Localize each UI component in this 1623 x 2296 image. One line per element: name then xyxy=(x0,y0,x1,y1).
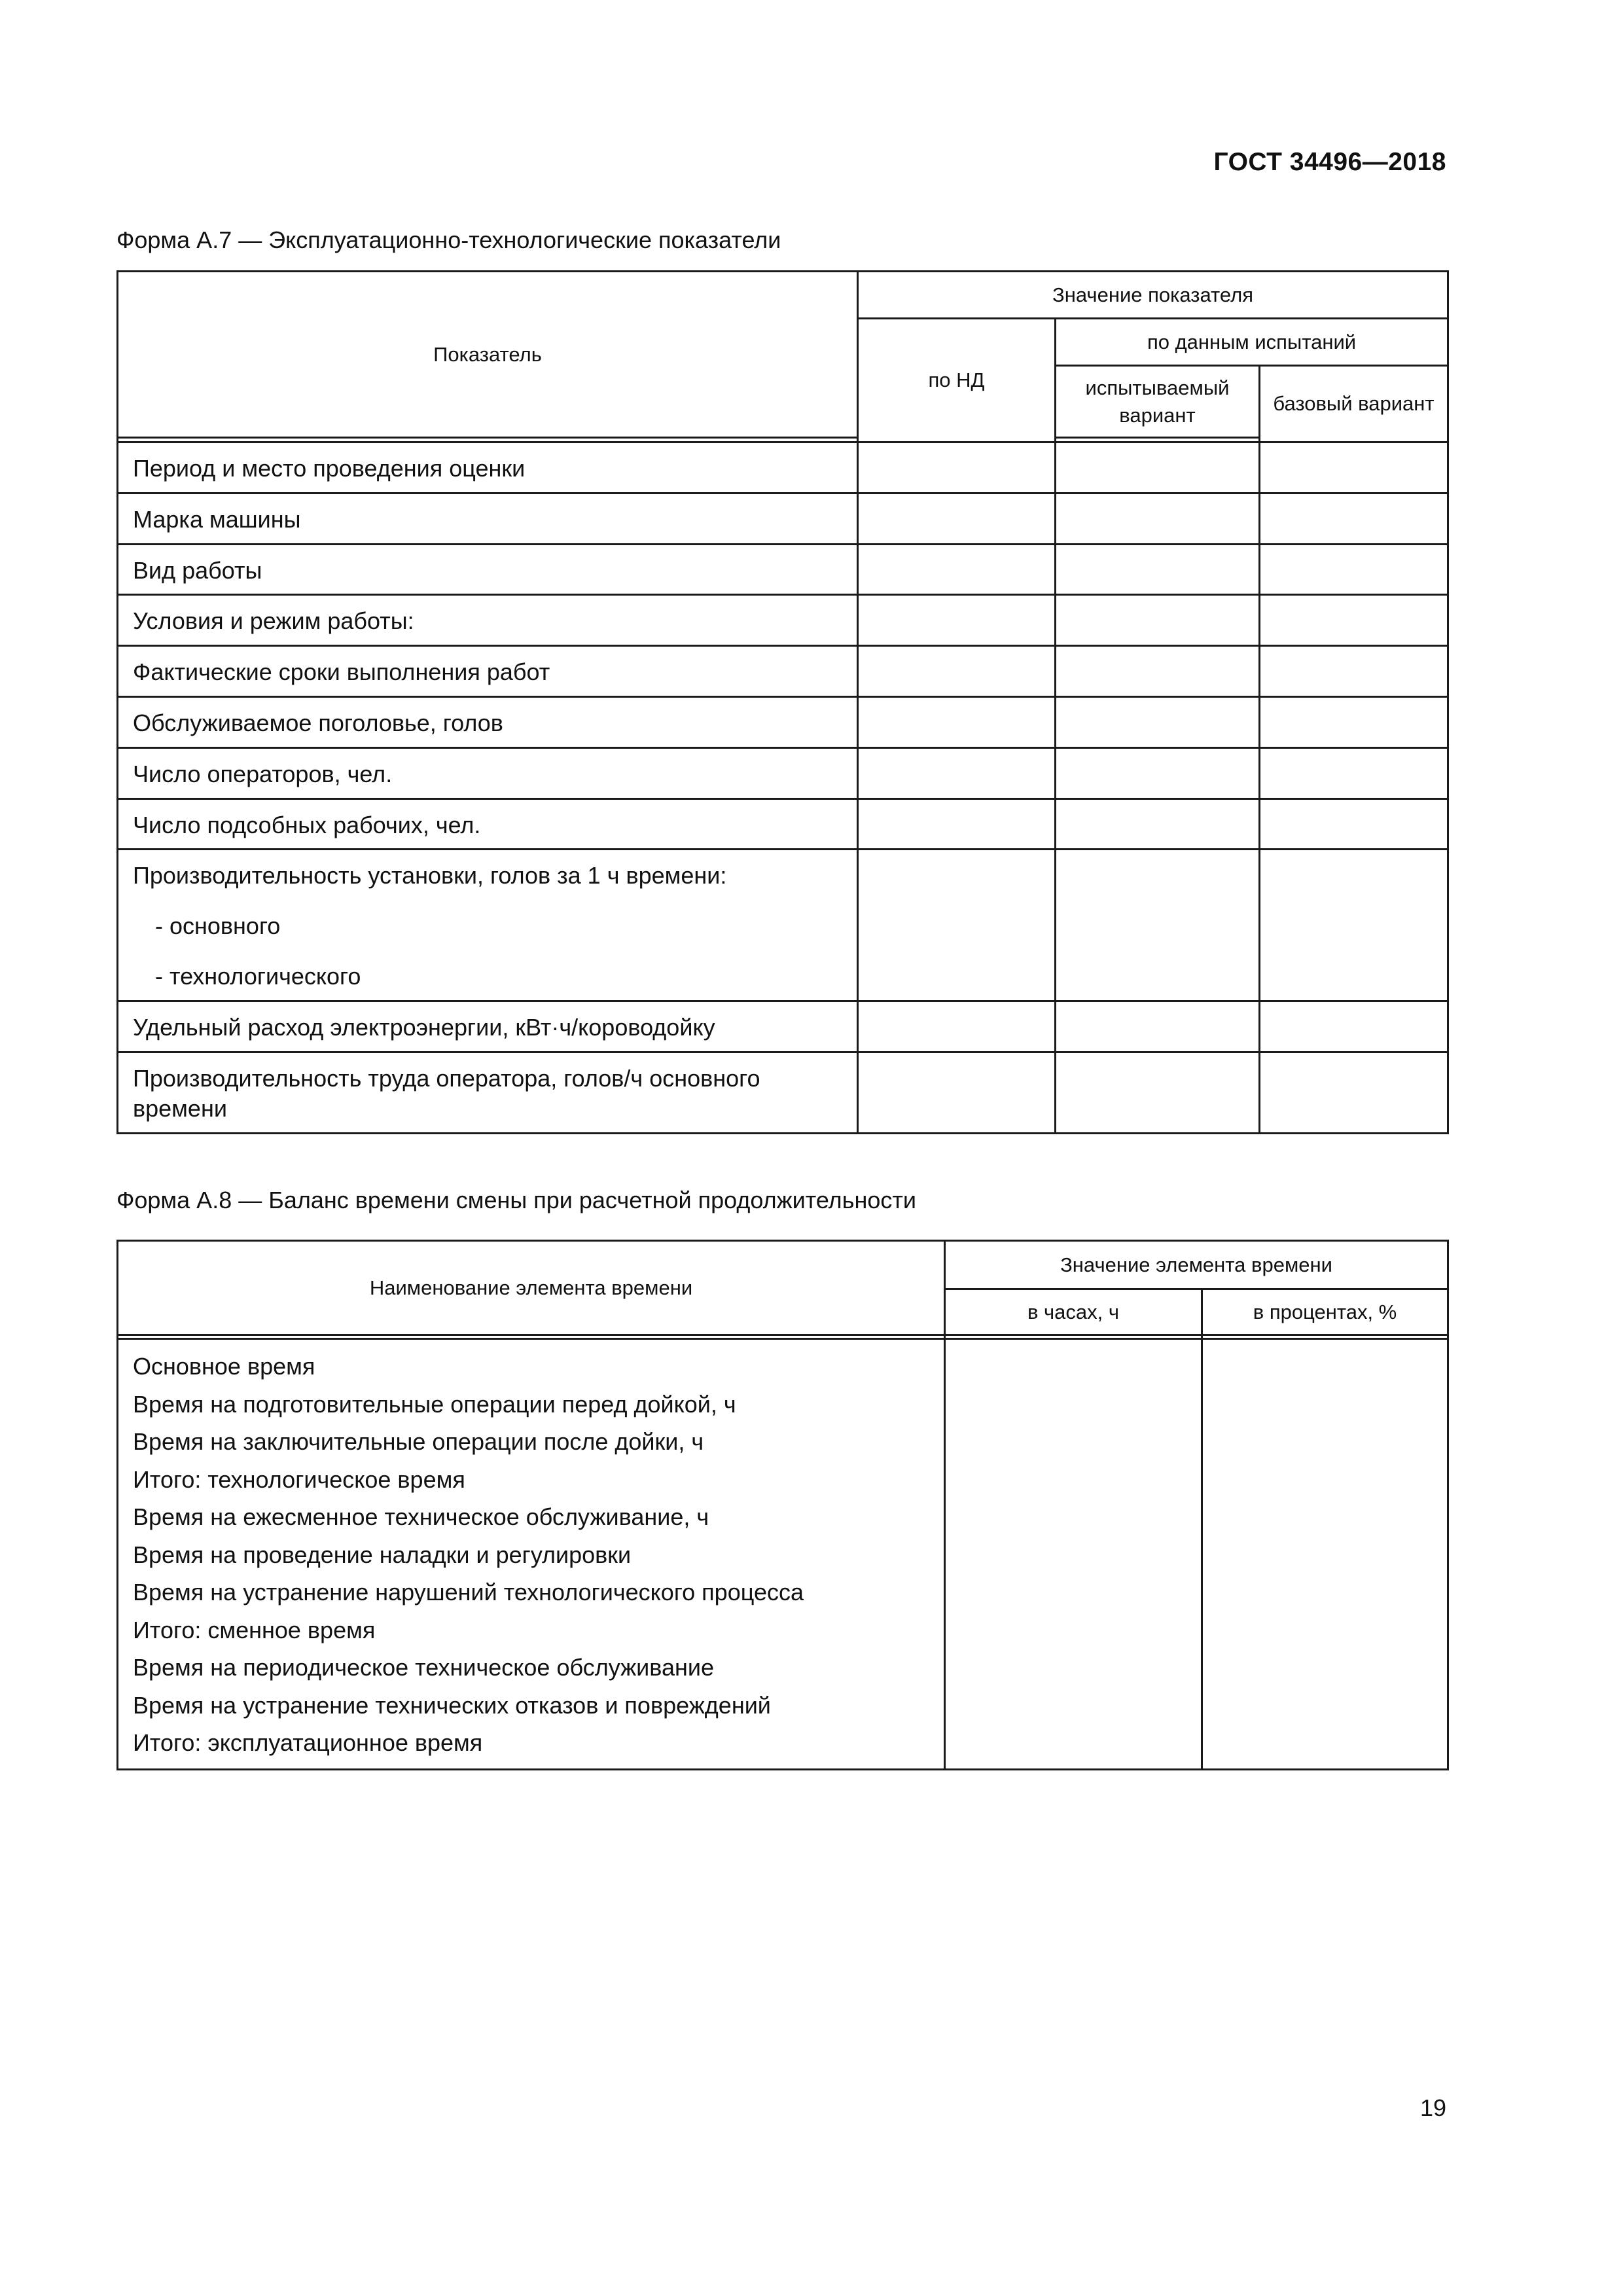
value-cell-nd[interactable] xyxy=(858,442,1056,493)
row-label: Производительность труда оператора, голов/ч основного времени xyxy=(118,1052,858,1134)
value-cell-nd[interactable] xyxy=(858,1052,1056,1134)
value-cell-base[interactable] xyxy=(1260,747,1448,798)
table-row xyxy=(118,1339,1448,1770)
value-cell-tested[interactable] xyxy=(1056,1052,1260,1134)
table-row xyxy=(118,544,1448,595)
page-number: 19 xyxy=(1419,2094,1446,2121)
header-indicator: Показатель xyxy=(118,272,858,438)
table-row xyxy=(118,442,1448,493)
table-row xyxy=(118,850,1448,1001)
list-item: Итого: технологическое время xyxy=(133,1465,465,1493)
value-cell-nd[interactable] xyxy=(858,1001,1056,1052)
value-cell-base[interactable] xyxy=(1260,1001,1448,1052)
list-item: Время на периодическое техническое обслуживание xyxy=(133,1654,715,1681)
table-row xyxy=(118,696,1448,747)
row-label: Число подсобных рабочих, чел. xyxy=(118,798,858,850)
header-percent: в процентах, % xyxy=(1202,1289,1448,1335)
header-hours: в часах, ч xyxy=(945,1289,1202,1335)
value-cell-tested[interactable] xyxy=(1056,1001,1260,1052)
list-item: Время на ежесменное техническое обслуживание, ч xyxy=(133,1503,709,1530)
header-separator xyxy=(1056,438,1260,442)
list-item: Основное время xyxy=(133,1353,315,1380)
value-cell-nd[interactable] xyxy=(858,747,1056,798)
value-cell-tested[interactable] xyxy=(1056,798,1260,850)
row-label: Удельный расход электроэнергии, кВт·ч/короводойку xyxy=(118,1001,858,1052)
row-label: Период и место проведения оценки xyxy=(118,442,858,493)
list-item: Итого: сменное время xyxy=(133,1616,376,1643)
value-cell-tested[interactable] xyxy=(1056,646,1260,697)
value-cell-tested[interactable] xyxy=(1056,493,1260,544)
productivity-sub-tech: - технологического xyxy=(155,962,361,990)
table-row xyxy=(118,747,1448,798)
header-by-tests: по данным испытаний xyxy=(1056,319,1448,366)
row-label: Марка машины xyxy=(118,493,858,544)
table-row xyxy=(118,1001,1448,1052)
list-item: Итого: эксплуатационное время xyxy=(133,1729,483,1756)
productivity-row-label xyxy=(118,850,858,1001)
value-cell-base[interactable] xyxy=(1260,646,1448,697)
table-row xyxy=(118,646,1448,697)
value-cell-base[interactable] xyxy=(1260,442,1448,493)
row-label: Вид работы xyxy=(118,544,858,595)
row-label: Фактические сроки выполнения работ xyxy=(118,646,858,697)
value-cell-base[interactable] xyxy=(1260,696,1448,747)
table-row xyxy=(118,493,1448,544)
time-elements-list xyxy=(118,1339,945,1770)
value-cell-tested[interactable] xyxy=(1056,442,1260,493)
value-cell-base[interactable] xyxy=(1260,493,1448,544)
header-element-name: Наименование элемента времени xyxy=(118,1241,945,1335)
productivity-sub-main: - основного xyxy=(155,912,281,940)
value-cell-tested[interactable] xyxy=(1056,544,1260,595)
value-cell-tested[interactable] xyxy=(1056,850,1260,1001)
table-row xyxy=(118,1052,1448,1134)
value-cell-nd[interactable] xyxy=(858,646,1056,697)
value-cell-nd[interactable] xyxy=(858,696,1056,747)
list-item: Время на заключительные операции после дойки, ч xyxy=(133,1428,704,1455)
list-item: Время на устранение нарушений технологического процесса xyxy=(133,1579,804,1605)
header-by-nd: по НД xyxy=(858,319,1056,442)
header-element-value: Значение элемента времени xyxy=(945,1241,1448,1289)
row-label: Число операторов, чел. xyxy=(118,747,858,798)
hours-value-cell[interactable] xyxy=(945,1339,1202,1770)
row-label: Обслуживаемое поголовье, голов xyxy=(118,696,858,747)
form-a8-table xyxy=(116,1240,1449,1770)
list-item: Время на устранение технических отказов и повреждений xyxy=(133,1691,771,1719)
value-cell-nd[interactable] xyxy=(858,544,1056,595)
form-a8-caption: Форма А.8 — Баланс времени смены при расчетной продолжительности xyxy=(116,1187,916,1213)
value-cell-base[interactable] xyxy=(1260,798,1448,850)
value-cell-base[interactable] xyxy=(1260,595,1448,646)
value-cell-base[interactable] xyxy=(1260,1052,1448,1134)
value-cell-base[interactable] xyxy=(1260,850,1448,1001)
form-a7-table xyxy=(116,270,1449,1134)
standard-code: ГОСТ 34496—2018 xyxy=(1213,148,1446,176)
value-cell-nd[interactable] xyxy=(858,595,1056,646)
list-item: Время на подготовительные операции перед дойкой, ч xyxy=(133,1390,736,1418)
productivity-label: Производительность установки, голов за 1 ч времени: xyxy=(133,862,727,889)
row-label: Условия и режим работы: xyxy=(118,595,858,646)
value-cell-nd[interactable] xyxy=(858,798,1056,850)
value-cell-tested[interactable] xyxy=(1056,696,1260,747)
value-cell-base[interactable] xyxy=(1260,544,1448,595)
header-indicator-value: Значение показателя xyxy=(858,272,1448,319)
header-base-variant: базовый вариант xyxy=(1260,366,1448,442)
value-cell-tested[interactable] xyxy=(1056,595,1260,646)
list-item: Время на проведение наладки и регулировки xyxy=(133,1541,632,1568)
form-a7-caption: Форма А.7 — Эксплуатационно-технологические показатели xyxy=(116,226,781,253)
value-cell-nd[interactable] xyxy=(858,850,1056,1001)
header-separator xyxy=(118,438,858,442)
header-tested-variant: испытываемый вариант xyxy=(1056,366,1260,438)
table-row xyxy=(118,798,1448,850)
table-row xyxy=(118,595,1448,646)
percent-value-cell[interactable] xyxy=(1202,1339,1448,1770)
value-cell-nd[interactable] xyxy=(858,493,1056,544)
value-cell-tested[interactable] xyxy=(1056,747,1260,798)
